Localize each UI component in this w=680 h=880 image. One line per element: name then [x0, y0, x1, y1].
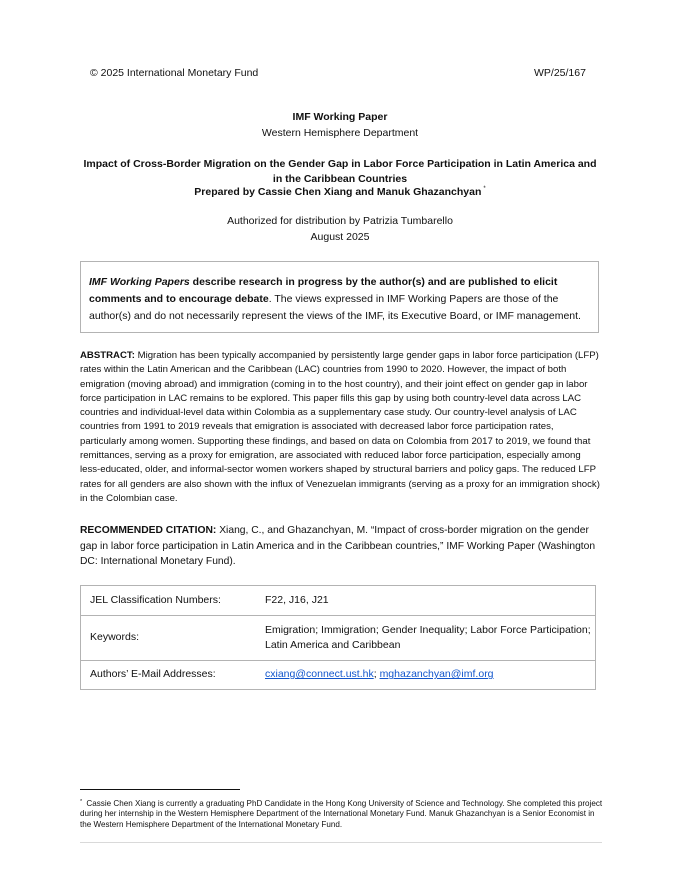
series-title: IMF Working Paper [292, 111, 388, 123]
disclaimer-text: . The views expressed in IMF Working Papers are those of the author(s) and do not necessarily represent the views of the IMF, its Executive Board, or IMF management. [89, 293, 581, 322]
paper-title: Impact of Cross-Border Migration on the Gender Gap in Labor Force Participation in Latin America and in the Caribbean Countries [83, 158, 597, 185]
keywords-value: Emigration; Immigration; Gender Inequality; Labor Force Participation; Latin America and Caribbean [256, 616, 596, 661]
citation-text: Xiang, C., and Ghazanchyan, M. “Impact of cross-border migration on the gender gap in labor force participation in Latin America and in the Caribbean countries,” IMF Working Paper (Washington DC: International Monetary Fund). [80, 525, 596, 567]
footnote-text: Cassie Chen Xiang is currently a graduating PhD Candidate in the Hong Kong University of Science and Technology. She completed this project during her internship in the Western Hemisphere Department of the International Monetary Fund. Manuk Ghazanchyan is a Senior Economist in the Western Hemisphere Department of the International Monetary Fund. [80, 799, 603, 829]
jel-label: JEL Classification Numbers: [81, 586, 257, 616]
copyright-notice: © 2025 International Monetary Fund [90, 67, 259, 79]
abstract [80, 349, 602, 506]
publication-date: August 2025 [310, 231, 370, 243]
abstract-label: ABSTRACT: [80, 350, 135, 361]
email-label: Authors’ E-Mail Addresses: [81, 661, 257, 690]
authors-text: Prepared by Cassie Chen Xiang and Manuk Ghazanchyan [194, 186, 482, 198]
email-separator: ; [373, 668, 380, 681]
disclaimer-bold-text: describe research in progress by the author(s) and are published to elicit comments and to encourage debate [89, 276, 558, 305]
authorized-by: Authorized for distribution by Patrizia Tumbarello [227, 215, 453, 227]
email-link-ghazanchyan[interactable]: mghazanchyan@imf.org [379, 668, 494, 681]
paper-number: WP/25/167 [534, 67, 586, 79]
table-row [81, 661, 596, 690]
table-row [81, 586, 596, 616]
footnote-divider [80, 789, 240, 790]
authors-line [80, 186, 600, 198]
footnote [80, 797, 605, 830]
department: Western Hemisphere Department [261, 127, 419, 139]
info-table [80, 585, 596, 690]
jel-value: F22, J16, J21 [256, 586, 596, 616]
disclaimer-box [80, 261, 599, 333]
table-row [81, 616, 596, 661]
footnote-marker-bottom: * [80, 799, 83, 805]
citation-label: RECOMMENDED CITATION: [80, 525, 217, 536]
email-cell [256, 661, 596, 690]
disclaimer-series-name: IMF Working Papers [89, 276, 190, 288]
email-link-xiang[interactable]: cxiang@connect.ust.hk [265, 668, 374, 681]
keywords-label: Keywords: [81, 616, 257, 661]
abstract-text: Migration has been typically accompanied by persistently large gender gaps in labor force participation (LFP) rates within the Latin American and the Caribbean (LAC) countries from 1990 to 2020. However, the impact of both emigration (moving abroad) and immigration (coming in to the host country), and their joint effect on gender gap in labor force participation in LAC remains to be explored. This paper fills this gap by using both country-level data across LAC countries and individual-level data within Colombia as a supplementary case study. Our country-level analysis of LAC countries from 1991 to 2019 reveals that emigration is associated with decreased labor force participation rates, particularly among women. Supporting these findings, and based on data on Colombia from 2017 to 2019, we found that remittances, serving as a proxy for emigration, are associated with reduced labor force participation, especially among less-educated, older, and informal-sector women workers shaped by structural barriers and policy gaps. The reduced LFP rates for all genders are also shown with the influx of Venezuelan immigrants (serving as a proxy for an immigration shock) in the Colombian case. [80, 350, 600, 504]
recommended-citation [80, 523, 602, 570]
footnote-marker[interactable]: * [483, 186, 486, 192]
page-bottom-divider [80, 842, 602, 843]
